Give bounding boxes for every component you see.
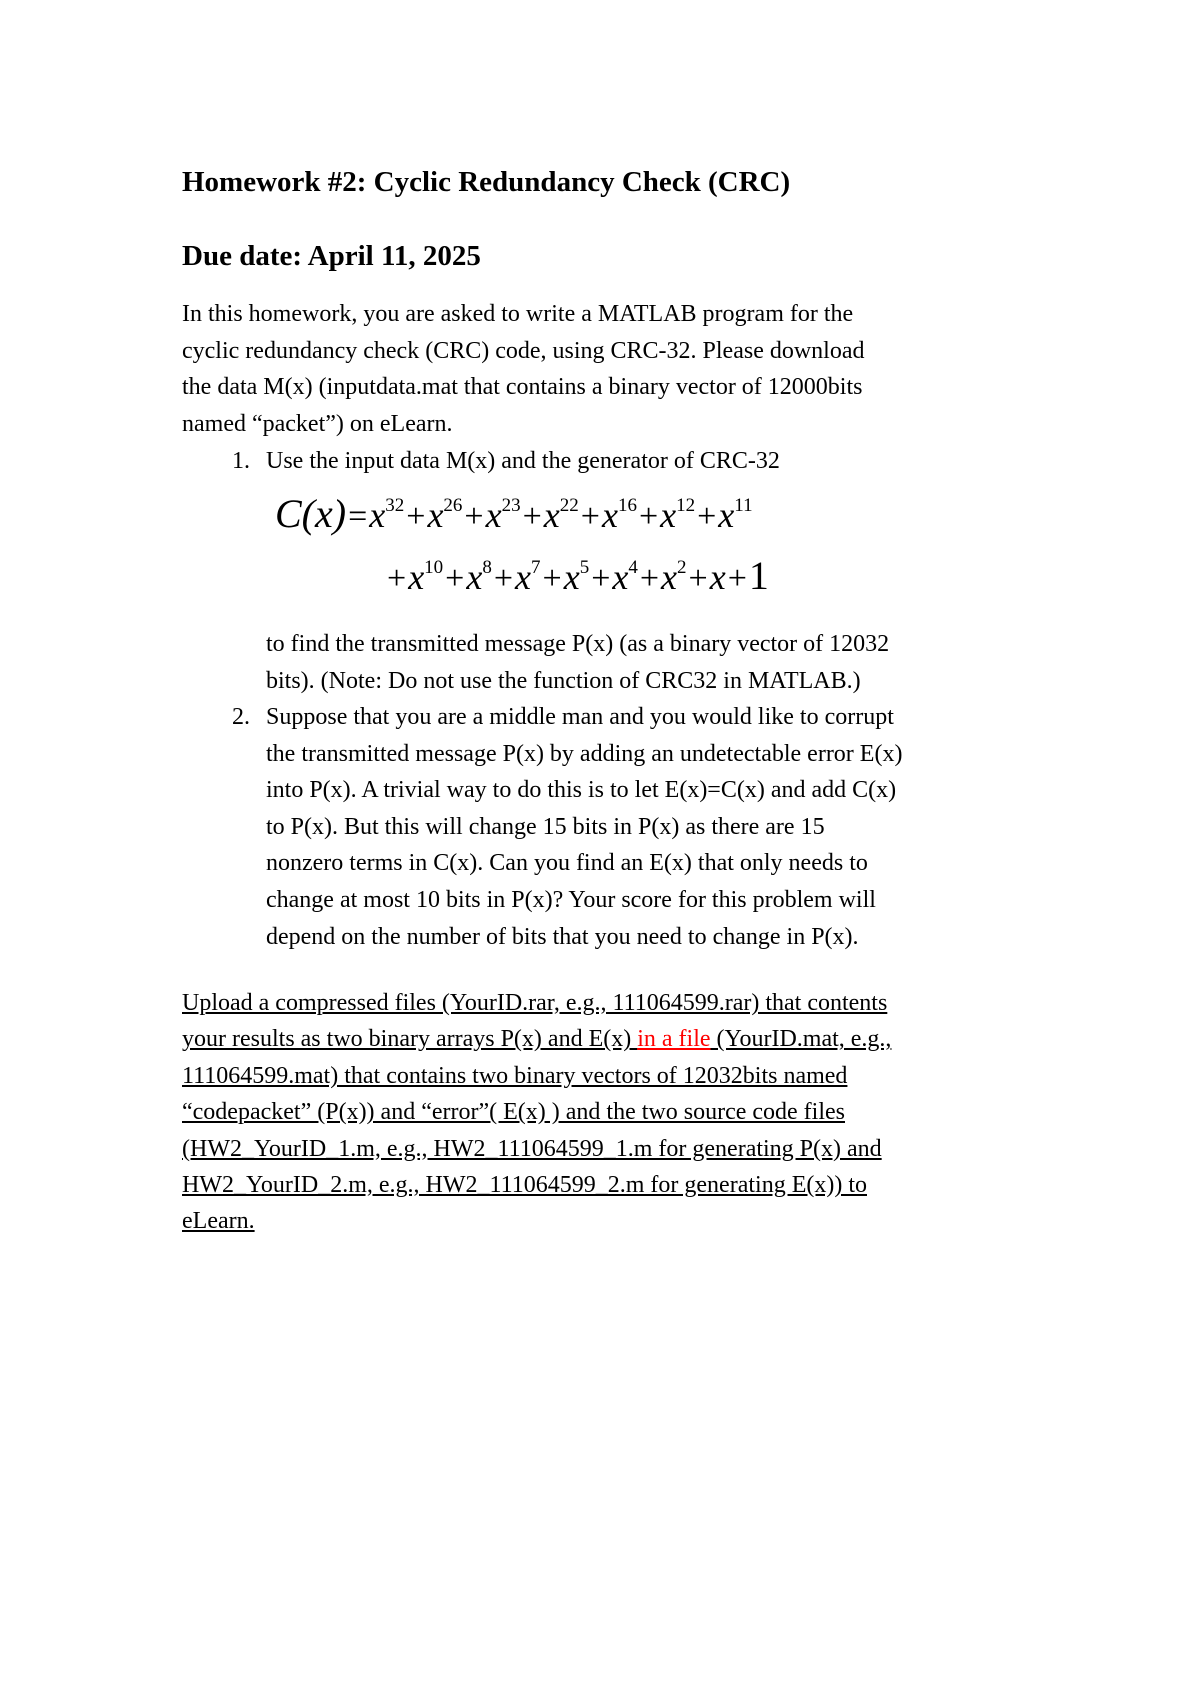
formula-row-1 bbox=[275, 490, 753, 537]
list-item-1 bbox=[232, 443, 1046, 480]
formula-term bbox=[661, 557, 686, 597]
formula-term-exponent: 26 bbox=[443, 495, 463, 516]
formula-term-base: x bbox=[709, 557, 726, 597]
list-item-2 bbox=[232, 699, 1046, 955]
crc32-generator-formula bbox=[275, 490, 975, 610]
formula-term-exponent: 8 bbox=[482, 557, 492, 578]
formula-term-exponent: 32 bbox=[385, 495, 405, 516]
formula-term-exponent: 16 bbox=[617, 495, 637, 516]
list-item-number: 2. bbox=[232, 704, 250, 730]
formula-term bbox=[602, 495, 637, 535]
formula-plus: + bbox=[591, 560, 611, 597]
formula-plus: + bbox=[688, 560, 708, 597]
formula-term-base: x bbox=[485, 495, 502, 535]
intro-line: cyclic redundancy check (CRC) code, using CRC-32. Please download bbox=[182, 337, 865, 364]
formula-term-base: x bbox=[563, 557, 580, 597]
upload-line: “codepacket” (P(x)) and “error”( E(x) ) and the two source code files bbox=[182, 1099, 845, 1126]
formula-term-base: x bbox=[515, 557, 532, 597]
list-item-text: Suppose that you are a middle man and you would like to corrupt bbox=[266, 704, 894, 730]
formula-term-base: x bbox=[408, 557, 425, 597]
formula-term bbox=[408, 557, 443, 597]
list-item-text: depend on the number of bits that you need to change in P(x). bbox=[266, 923, 859, 950]
formula-term bbox=[612, 557, 637, 597]
formula-lhs: C(x) bbox=[275, 491, 347, 536]
due-date: Due date: April 11, 2025 bbox=[182, 240, 481, 272]
formula-plus: + bbox=[638, 498, 659, 535]
formula-term bbox=[564, 557, 589, 597]
formula-plus: + bbox=[464, 498, 484, 535]
formula-term-exponent: 22 bbox=[559, 495, 579, 516]
formula-term bbox=[515, 557, 540, 597]
formula-row-2 bbox=[385, 552, 769, 599]
formula-term-exponent: 7 bbox=[531, 557, 541, 578]
upload-line: HW2_YourID_2.m, e.g., HW2_111064599_2.m for generating E(x)) to bbox=[182, 1172, 867, 1199]
list-item-text: to P(x). But this will change 15 bits in P(x) as there are 15 bbox=[266, 813, 825, 840]
formula-term bbox=[466, 557, 491, 597]
formula-term bbox=[718, 495, 752, 535]
formula-term-base: x bbox=[466, 557, 483, 597]
formula-plus: + bbox=[387, 560, 407, 597]
formula-term-base: x bbox=[369, 495, 386, 535]
formula-term-exponent: 2 bbox=[677, 557, 687, 578]
intro-line: named “packet”) on eLearn. bbox=[182, 410, 453, 437]
formula-plus: + bbox=[542, 560, 562, 597]
upload-line: eLearn. bbox=[182, 1208, 255, 1235]
list-item-text: into P(x). A trivial way to do this is to let E(x)=C(x) and add C(x) bbox=[266, 777, 897, 804]
formula-term-exponent: 10 bbox=[424, 557, 444, 578]
upload-text: (YourID.mat, e.g., bbox=[710, 1026, 892, 1053]
formula-term bbox=[544, 495, 579, 535]
formula-term bbox=[427, 495, 462, 535]
formula-equals: = bbox=[348, 498, 368, 535]
upload-instructions bbox=[182, 985, 1042, 1240]
list-item-1-continued bbox=[266, 626, 1046, 699]
formula-term-base: x bbox=[612, 557, 629, 597]
intro-paragraph bbox=[182, 296, 1012, 442]
formula-term-base: x bbox=[601, 495, 618, 535]
formula-row2-terms bbox=[385, 553, 769, 598]
formula-term bbox=[486, 495, 521, 535]
formula-plus: + bbox=[493, 560, 514, 597]
page-title: Homework #2: Cyclic Redundancy Check (CRC) bbox=[182, 166, 791, 198]
upload-text: your results as two binary arrays P(x) and E(x) bbox=[182, 1026, 638, 1053]
formula-term bbox=[748, 553, 769, 598]
formula-term bbox=[710, 557, 726, 597]
formula-term-base: 1 bbox=[748, 553, 769, 598]
intro-line: In this homework, you are asked to write a MATLAB program for the bbox=[182, 301, 854, 327]
formula-term-base: x bbox=[661, 557, 678, 597]
formula-term-base: x bbox=[660, 495, 677, 535]
formula-term bbox=[369, 495, 404, 535]
formula-term-base: x bbox=[718, 495, 735, 535]
formula-term-exponent: 12 bbox=[676, 495, 696, 516]
list-item-text: Use the input data M(x) and the generator of CRC-32 bbox=[266, 448, 780, 474]
formula-term bbox=[660, 495, 695, 535]
upload-line: 111064599.mat) that contains two binary vectors of 12032bits named bbox=[182, 1062, 848, 1089]
formula-plus: + bbox=[445, 560, 465, 597]
upload-line: (HW2_YourID_1.m, e.g., HW2_111064599_1.m for generating P(x) and bbox=[182, 1135, 882, 1162]
formula-term-base: x bbox=[427, 495, 444, 535]
formula-plus: + bbox=[580, 498, 600, 535]
formula-term-exponent: 23 bbox=[501, 495, 521, 516]
formula-plus: + bbox=[727, 560, 747, 597]
formula-row1-terms bbox=[369, 495, 752, 535]
formula-term-base: x bbox=[543, 495, 560, 535]
list-item-number: 1. bbox=[232, 448, 250, 474]
upload-line: Upload a compressed files (YourID.rar, e.g., 111064599.rar) that contents bbox=[182, 990, 888, 1016]
formula-plus: + bbox=[639, 560, 660, 597]
upload-line bbox=[182, 1021, 1042, 1057]
formula-plus: + bbox=[522, 498, 542, 535]
intro-line: the data M(x) (inputdata.mat that contains a binary vector of 12000bits bbox=[182, 374, 863, 401]
list-item-text: to find the transmitted message P(x) (as a binary vector of 12032 bbox=[266, 631, 890, 657]
formula-plus: + bbox=[406, 498, 426, 535]
list-item-text: the transmitted message P(x) by adding an undetectable error E(x) bbox=[266, 740, 903, 767]
formula-term-exponent: 11 bbox=[734, 495, 753, 516]
formula-plus: + bbox=[697, 498, 717, 535]
list-item-text: nonzero terms in C(x). Can you find an E(x) that only needs to bbox=[266, 850, 868, 877]
list-item-text: bits). (Note: Do not use the function of CRC32 in MATLAB.) bbox=[266, 667, 861, 694]
formula-term-exponent: 5 bbox=[579, 557, 590, 578]
list-item-text: change at most 10 bits in P(x)? Your score for this problem will bbox=[266, 886, 876, 913]
highlight-in-a-file: in a file bbox=[637, 1026, 711, 1053]
formula-term-exponent: 4 bbox=[628, 557, 638, 578]
